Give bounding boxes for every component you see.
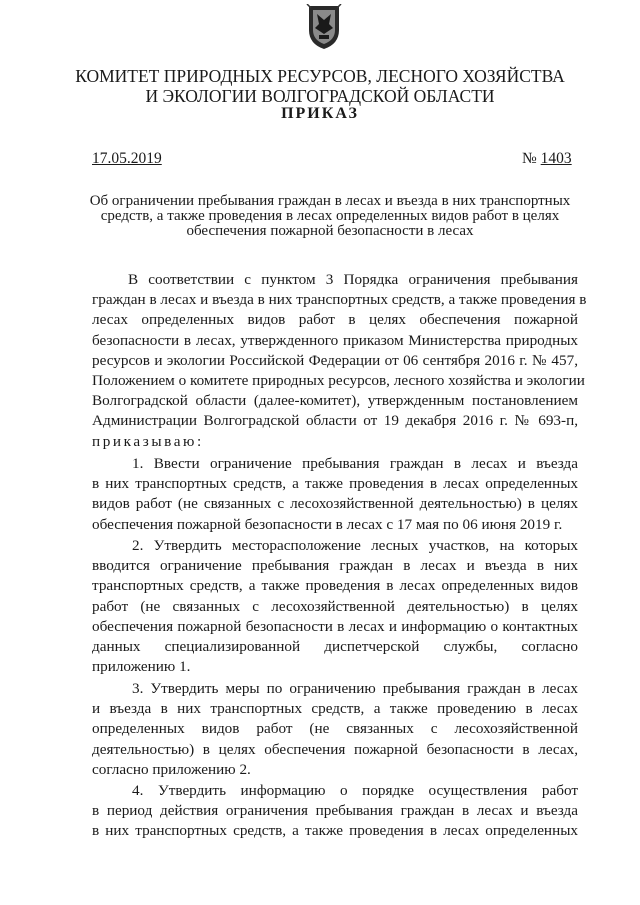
subject-line: обеспечения пожарной безопасности в лесах: [186, 223, 474, 239]
item-number: 3.: [132, 680, 144, 697]
preamble-line: безопасности в лесах, утвержденного приказом Министерства природных: [92, 331, 578, 349]
preamble-line: Положением о комитете природных ресурсов, лесного хозяйства и экологии: [92, 372, 585, 390]
preamble-line: ресурсов и экологии Российской Федерации от 06 сентября 2016 г. № 457,: [92, 351, 578, 369]
item-line: приложению 1.: [92, 658, 191, 676]
preamble-line: граждан в лесах и въезда в них транспортных средств, а также проведения в: [92, 291, 587, 309]
item-line: в период действия ограничения пребывания граждан в лесах и въезда: [92, 802, 578, 820]
item-line: определенных видов работ (не связанных с лесохозяйственной: [92, 720, 578, 738]
preamble-line: Администрации Волгоградской области от 19 декабря 2016 г. № 693-п,: [92, 412, 578, 430]
item-line: 1. Ввести ограничение пребывания граждан в лесах и въезда: [132, 455, 578, 472]
order-subject: [80, 194, 580, 239]
item-line: 3. Утвердить меры по ограничению пребывания граждан в лесах: [132, 680, 579, 697]
item-line: вводится ограничение пребывания граждан в лесах и въезда в них: [92, 557, 578, 575]
preamble-line: лесах определенных видов работ в целях обеспечения пожарной: [92, 311, 578, 329]
item-line: транспортных средств, а также проведения в лесах определенных видов: [92, 577, 578, 595]
preamble-line: Волгоградской области (далее-комитет), утвержденным постановлением: [92, 392, 578, 410]
preamble-line: В соответствии с пунктом 3 Порядка ограничения пребывания: [128, 271, 578, 288]
item-line: деятельностью) в целях обеспечения пожарной безопасности в лесах,: [92, 740, 578, 758]
item-line: в них транспортных средств, а также проведения в лесах определенных: [92, 822, 578, 840]
item-line: обеспечения пожарной безопасности в лесах с 17 мая по 06 июня 2019 г.: [92, 515, 563, 533]
item-line: согласно приложению 2.: [92, 760, 251, 778]
order-item-2: [92, 536, 578, 677]
item-line: обеспечения пожарной безопасности в лесах и информацию о контактных: [92, 617, 578, 635]
item-line: 4. Утвердить информацию о порядке осуществления работ: [132, 782, 579, 799]
organization-name-line2: И ЭКОЛОГИИ ВОЛГОГРАДСКОЙ ОБЛАСТИ: [145, 86, 495, 106]
order-number: [522, 150, 572, 168]
item-line: 2. Утвердить месторасположение лесных участков, на которых: [132, 537, 579, 554]
item-line: в них транспортных средств, а также проведения в лесах определенных: [92, 475, 578, 493]
item-line: работ (не связанных с лесохозяйственной деятельностью) в целях: [92, 597, 578, 615]
item-line: и въезда в них транспортных средств, а также проведению в лесах: [92, 700, 578, 718]
order-item-1: [92, 454, 578, 535]
document-type: ПРИКАЗ: [281, 105, 359, 122]
order-item-3: [92, 679, 578, 780]
preamble: [92, 270, 587, 452]
order-item-4: [92, 781, 578, 842]
number-value: 1403: [540, 150, 572, 167]
decree-word: приказываю:: [92, 432, 204, 450]
item-number: 2.: [132, 537, 144, 554]
item-number: 4.: [132, 782, 144, 799]
number-prefix: №: [522, 150, 537, 167]
item-line: видов работ (не связанных с лесохозяйственной деятельностью) в целях: [92, 495, 578, 513]
order-date: 17.05.2019: [92, 150, 162, 167]
subject-line: средств, а также проведения в лесах определенных видов работ в целях: [100, 208, 560, 224]
organization-name-line1: КОМИТЕТ ПРИРОДНЫХ РЕСУРСОВ, ЛЕСНОГО ХОЗЯЙСТВА: [75, 66, 565, 86]
coat-of-arms-icon: [305, 4, 343, 50]
item-line: данных специализированной диспетчерской службы, согласно: [92, 638, 578, 656]
item-number: 1.: [132, 455, 144, 472]
subject-line: Об ограничении пребывания граждан в лесах и въезда в них транспортных: [89, 193, 571, 209]
